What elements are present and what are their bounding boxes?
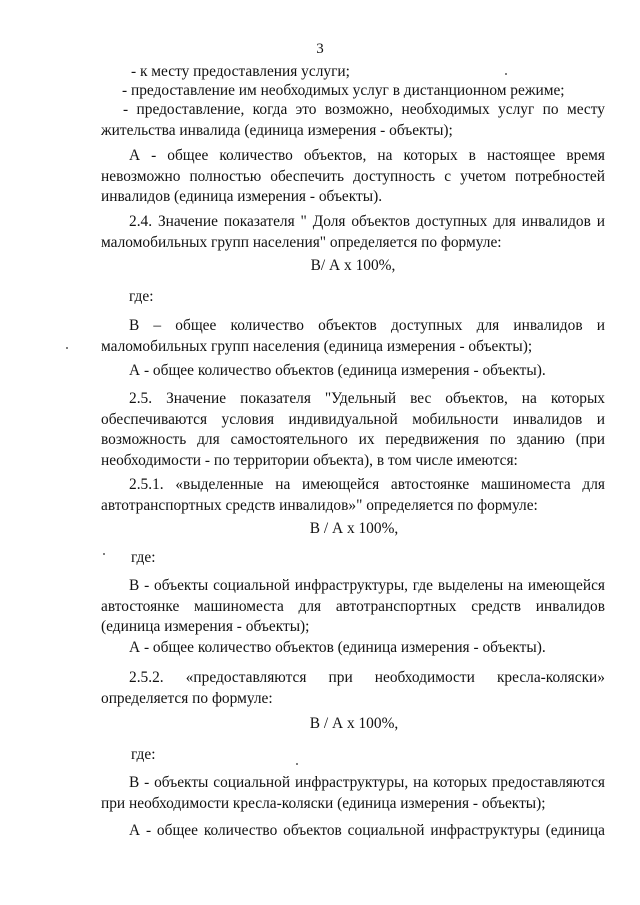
paragraph-a1: А - общее количество объектов, на которых в настоящее время невозможно полностью обеспечить доступность с учетом потребностей инвалидов (единица измерения - объекты). [101, 147, 605, 205]
scan-speck [505, 73, 507, 75]
where-label: где: [129, 288, 154, 305]
paragraph-a3: А - общее количество объектов (единица измерения - объекты). [129, 639, 546, 656]
list-item: - предоставление, когда это возможно, необходимых услуг по месту жительства инвалида (единица измерения - объекты); [101, 101, 605, 139]
paragraph-a2: А - общее количество объектов (единица измерения - объекты). [129, 362, 546, 379]
paragraph-2-4: 2.4. Значение показателя " Доля объектов доступных для инвалидов и маломобильных групп населения" определяется по формуле: [101, 213, 605, 251]
list-item: - предоставление им необходимых услуг в дистанционном режиме; [122, 82, 565, 99]
paragraph-2-5-2: 2.5.2. «предоставляются при необходимости кресла-коляски» определяется по формуле: [101, 669, 605, 707]
paragraph-2-5-1: 2.5.1. «выделенные на имеющейся автостоянке машиноместа для автотранспортных средств инвалидов»" определяется по формуле: [101, 476, 605, 514]
paragraph-2-5: 2.5. Значение показателя "Удельный вес объектов, на которых обеспечиваются условия индивидуальной мобильности инвалидов и возможность для самостоятельного их передвижения по зданию (при необходимости - по территории объекта), в том числе имеются: [101, 390, 605, 469]
paragraph-b2: В - объекты социальной инфраструктуры, где выделены на имеющейся автостоянке машиноместа для автотранспортных средств инвалидов (единица измерения - объекты); [101, 577, 605, 635]
formula-3: В / А х 100%, [309, 715, 399, 732]
scan-speck [296, 763, 298, 765]
list-item: - к месту предоставления услуги; [131, 63, 350, 80]
paragraph-b1: В – общее количество объектов доступных для инвалидов и маломобильных групп населения (единица измерения - объекты); [101, 317, 605, 355]
where-label: где: [131, 549, 156, 566]
paragraph-a4: А - общее количество объектов социальной инфраструктуры (единица [129, 822, 605, 839]
formula-1: В/ А х 100%, [310, 257, 396, 274]
formula-2: В / А х 100%, [309, 520, 399, 537]
paragraph-b3: В - объекты социальной инфраструктуры, на которых предоставляются при необходимости кресла-коляски (единица измерения - объекты); [101, 774, 605, 812]
scan-speck [103, 553, 105, 555]
page-number: 3 [316, 41, 324, 57]
where-label: где: [131, 746, 156, 763]
scan-speck [66, 347, 68, 349]
